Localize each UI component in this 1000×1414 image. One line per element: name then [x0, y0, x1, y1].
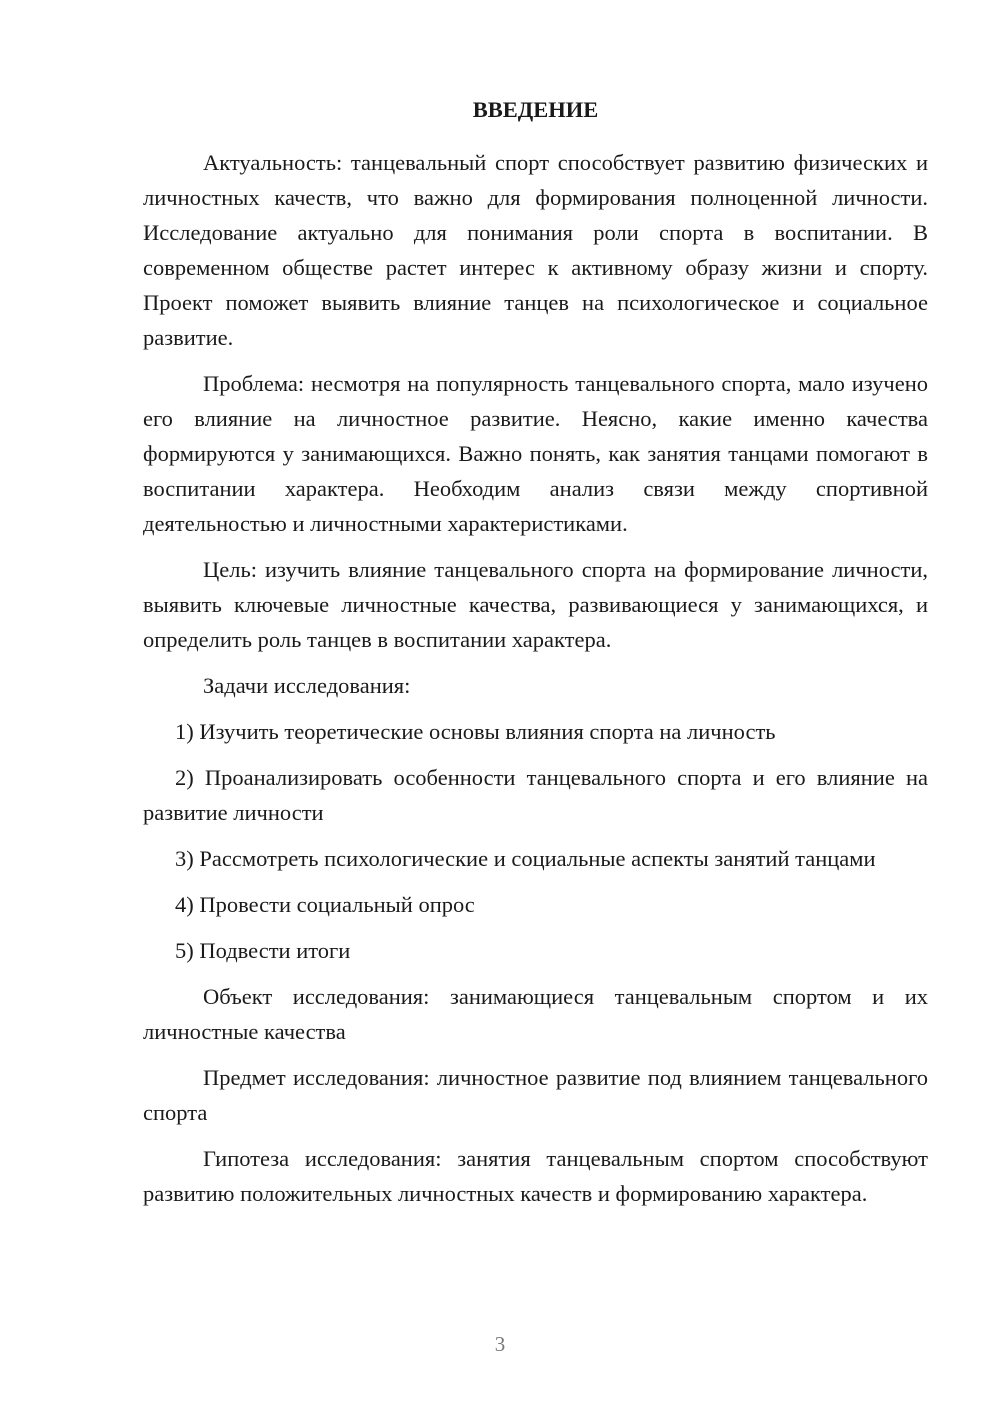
goal-paragraph: Цель: изучить влияние танцевального спорта на формирование личности, выявить ключевые личностные качества, развивающиеся у занимающихся, и определить роль танцев в воспитании характера. [143, 557, 928, 652]
task-item-3: 3) Рассмотреть психологические и социальные аспекты занятий танцами [175, 846, 876, 871]
section-heading: ВВЕДЕНИЕ [472, 97, 599, 122]
relevance-paragraph: Актуальность: танцевальный спорт способствует развитию физических и личностных качеств, что важно для формирования полноценной личности. Исследование актуально для понимания роли спорта в воспитании. В современном обществе растет интерес к активному образу жизни и спорту. Проект поможет выявить влияние танцев на психологическое и социальное развитие. [143, 150, 928, 350]
subject-paragraph: Предмет исследования: личностное развитие под влиянием танцевального спорта [143, 1065, 928, 1125]
task-item-4: 4) Провести социальный опрос [175, 892, 475, 917]
problem-paragraph: Проблема: несмотря на популярность танцевального спорта, мало изучено его влияние на личностное развитие. Неясно, какие именно качества формируются у занимающихся. Важно понять, как занятия танцами помогают в воспитании характера. Необходим анализ связи между спортивной деятельностью и личностными характеристиками. [143, 371, 928, 536]
object-paragraph: Объект исследования: занимающиеся танцевальным спортом и их личностные качества [143, 984, 928, 1044]
page-number: 3 [494, 1332, 506, 1356]
task-item-1: 1) Изучить теоретические основы влияния спорта на личность [175, 719, 776, 744]
task-item-5: 5) Подвести итоги [175, 938, 351, 963]
tasks-label: Задачи исследования: [203, 673, 411, 698]
task-item-2: 2) Проанализировать особенности танцевального спорта и его влияние на развитие личности [143, 765, 928, 825]
document-page [143, 92, 928, 1222]
hypothesis-paragraph: Гипотеза исследования: занятия танцевальным спортом способствуют развитию положительных личностных качеств и формированию характера. [143, 1146, 928, 1206]
